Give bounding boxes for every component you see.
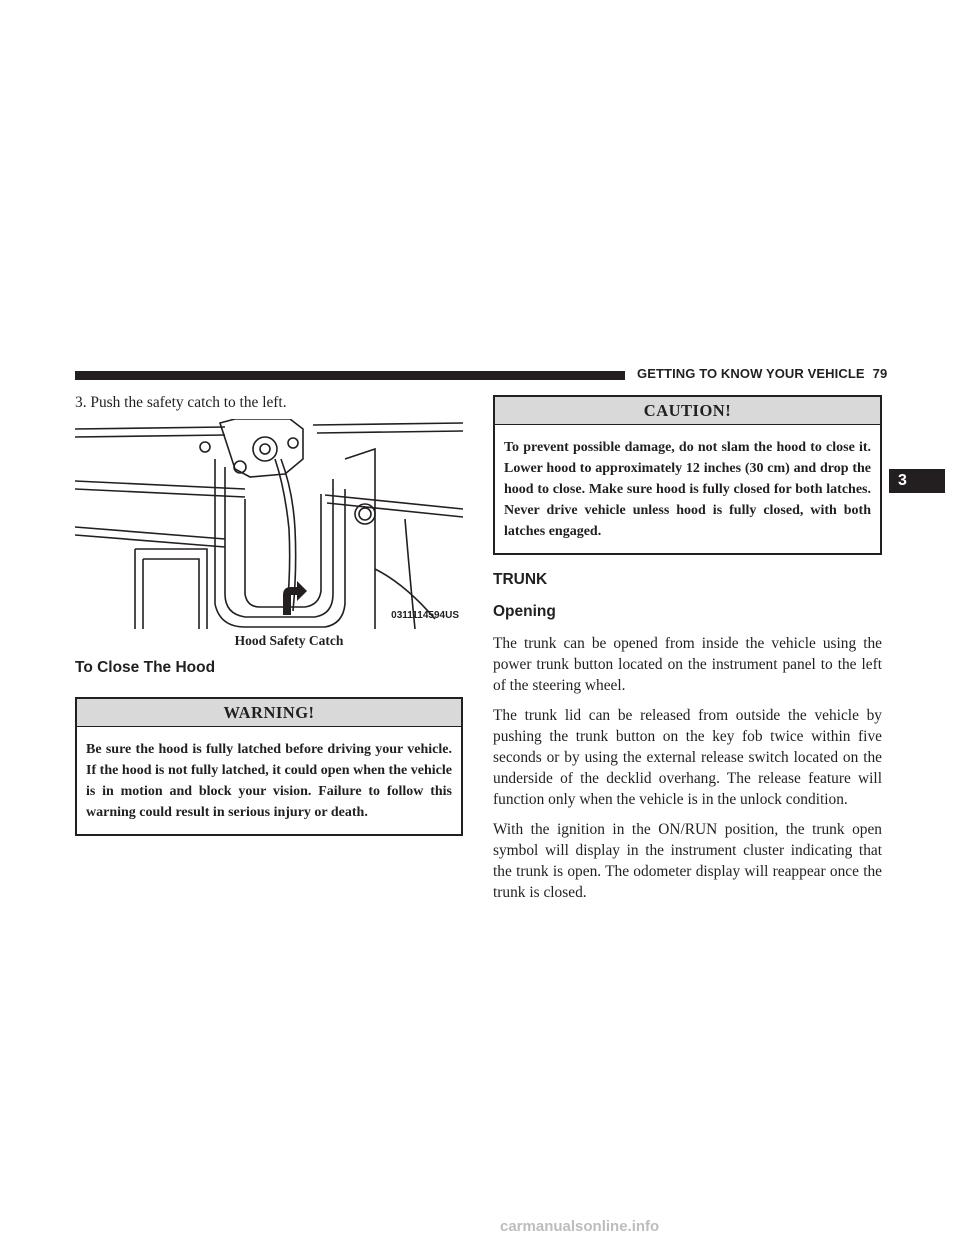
figure-caption: Hood Safety Catch: [234, 633, 344, 648]
figure-code: 0311114594US: [391, 610, 459, 621]
trunk-paragraph-3: With the ignition in the ON/RUN position, the trunk open symbol will display in the instrument cluster indicating that the trunk is open. The odometer display will reappear once the trunk is closed.: [493, 821, 882, 901]
header-title: GETTING TO KNOW YOUR VEHICLE: [637, 366, 865, 381]
trunk-paragraph-2: The trunk lid can be released from outside the vehicle by pushing the trunk button on the key fob twice within five seconds or by using the external release switch located on the underside of the decklid overhang. The release feature will function only when the vehicle is in the unlock condition.: [493, 707, 882, 808]
page-number: 79: [872, 366, 888, 381]
close-hood-heading: To Close The Hood: [75, 659, 216, 676]
left-column: [75, 392, 463, 836]
chapter-tab: 3: [889, 469, 945, 493]
right-column: [493, 392, 882, 903]
warning-box: [75, 697, 463, 836]
caution-box: [493, 395, 882, 555]
hood-safety-catch-figure: [75, 419, 463, 629]
header-rule: [75, 371, 625, 380]
hood-latch-illustration: [75, 419, 463, 629]
caution-title: CAUTION!: [495, 397, 880, 425]
opening-heading: Opening: [493, 603, 556, 620]
warning-text: Be sure the hood is fully latched before driving your vehicle. If the hood is not fully latched, it could open when the vehicle is in motion and block your vision. Failure to follow this warning could result in serious injury or death.: [86, 742, 452, 820]
step-3-text: 3. Push the safety catch to the left.: [75, 394, 287, 411]
running-header: [637, 366, 887, 381]
caution-text: To prevent possible damage, do not slam the hood to close it. Lower hood to approximately 12 inches (30 cm) and drop the hood to close. Make sure hood is fully closed for both latches. Never drive vehicle unless hood is fully closed, with both latches engaged.: [504, 440, 871, 539]
warning-title: WARNING!: [77, 699, 461, 727]
trunk-paragraph-1: The trunk can be opened from inside the vehicle using the power trunk button located on the instrument panel to the left of the steering wheel.: [493, 635, 882, 694]
footer-watermark: carmanualsonline.info: [500, 1218, 660, 1235]
trunk-heading: TRUNK: [493, 571, 548, 588]
